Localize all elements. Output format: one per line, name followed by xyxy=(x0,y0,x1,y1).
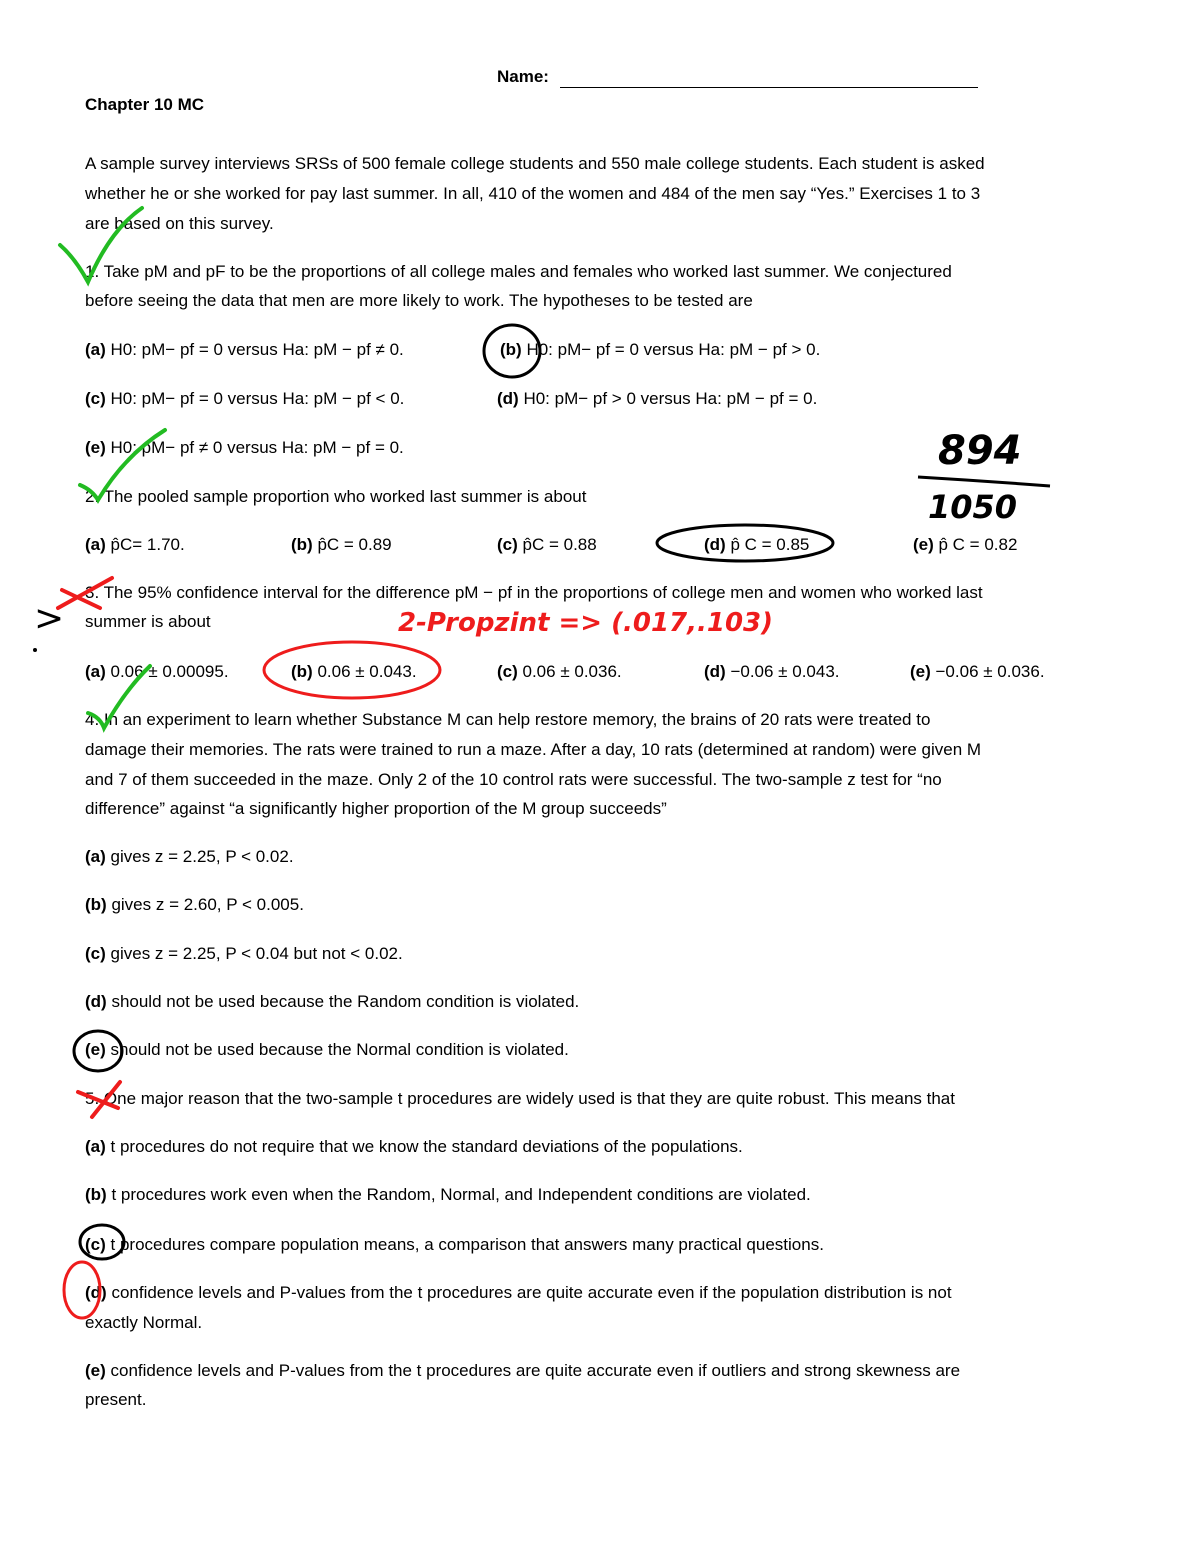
q3-option-e: (e) −0.06 ± 0.036. xyxy=(910,662,1045,681)
q1-option-e: (e) H0: pM− pf ≠ 0 versus Ha: pM − pf = 0. xyxy=(85,438,404,457)
q3-stem-line-1: 3. The 95% confidence interval for the difference pM − pf in the proportions of college men and women who worked last xyxy=(85,583,983,602)
chapter-title: Chapter 10 MC xyxy=(85,95,205,114)
name-blank-line xyxy=(560,87,978,88)
q4-option-d: (d) should not be used because the Random condition is violated. xyxy=(85,992,580,1011)
q1-option-a: (a) H0: pM− pf = 0 versus Ha: pM − pf ≠ 0. xyxy=(85,340,404,359)
q4-stem-line-1: 4. In an experiment to learn whether Substance M can help restore memory, the brains of 20 rats were treated to xyxy=(85,710,931,729)
q4-option-b: (b) gives z = 2.60, P < 0.005. xyxy=(85,895,304,914)
q2-stem: 2. The pooled sample proportion who worked last summer is about xyxy=(85,487,587,506)
q1-option-c: (c) H0: pM− pf = 0 versus Ha: pM − pf < 0. xyxy=(85,389,405,408)
q4-stem-line-4: difference” against “a significantly higher proportion of the M group succeeds” xyxy=(85,799,667,818)
intro-line-1: A sample survey interviews SRSs of 500 female college students and 550 male college students. Each student is asked xyxy=(85,154,985,173)
handwritten-numerator: 894 xyxy=(938,428,1022,474)
q5-stem: 5. One major reason that the two-sample t procedures are widely used is that they are quite robust. This means that xyxy=(85,1089,955,1108)
q4-option-a: (a) gives z = 2.25, P < 0.02. xyxy=(85,847,294,866)
q3-option-c: (c) 0.06 ± 0.036. xyxy=(497,662,622,681)
q2-option-c: (c) p̂C = 0.88 xyxy=(497,535,597,554)
fraction-bar-stroke xyxy=(918,477,1050,486)
q1-option-b: (b) H0: pM− pf = 0 versus Ha: pM − pf > 0. xyxy=(500,340,821,359)
intro-line-3: are based on this survey. xyxy=(85,214,274,233)
q2-option-a: (a) p̂C= 1.70. xyxy=(85,535,185,554)
q5-option-b: (b) t procedures work even when the Random, Normal, and Independent conditions are violated. xyxy=(85,1185,811,1204)
q4-stem-line-3: and 7 of them succeeded in the maze. Only 2 of the 10 control rats were successful. The two-sample z test for “no xyxy=(85,770,942,789)
q4-option-e: (e) should not be used because the Normal condition is violated. xyxy=(85,1040,569,1059)
handwritten-denominator: 1050 xyxy=(928,488,1018,526)
intro-line-2: whether he or she worked for pay last summer. In all, 410 of the women and 484 of the men say “Yes.” Exercises 1 to 3 xyxy=(85,184,981,203)
handwritten-arrow-mark: > xyxy=(34,598,65,639)
q1-stem-line-1: 1. Take pM and pF to be the proportions of all college males and females who worked last summer. We conjectured xyxy=(85,262,952,281)
q3-option-d: (d) −0.06 ± 0.043. xyxy=(704,662,840,681)
q5-option-d-continued: exactly Normal. xyxy=(85,1313,203,1332)
q5-option-c: (c) t procedures compare population means, a comparison that answers many practical questions. xyxy=(85,1235,824,1254)
q3-stem-line-2: summer is about xyxy=(85,612,211,631)
ink-dot xyxy=(33,648,37,652)
q2-option-d: (d) p̂ C = 0.85 xyxy=(704,535,810,554)
q1-stem-line-2: before seeing the data that men are more likely to work. The hypotheses to be tested are xyxy=(85,291,753,310)
q5-option-a: (a) t procedures do not require that we know the standard deviations of the populations. xyxy=(85,1137,743,1156)
name-label: Name: xyxy=(497,67,549,86)
q2-option-b: (b) p̂C = 0.89 xyxy=(291,535,392,554)
q1-option-d: (d) H0: pM− pf > 0 versus Ha: pM − pf = 0. xyxy=(497,389,818,408)
q5-option-e: (e) confidence levels and P-values from the t procedures are quite accurate even if outliers and strong skewness are xyxy=(85,1361,961,1380)
q4-option-c: (c) gives z = 2.25, P < 0.04 but not < 0.02. xyxy=(85,944,403,963)
q3-option-a: (a) 0.06 ± 0.00095. xyxy=(85,662,229,681)
q3-option-b: (b) 0.06 ± 0.043. xyxy=(291,662,417,681)
handwritten-propzint-note: 2-Propzint => (.017,.103) xyxy=(398,608,774,638)
q2-option-e: (e) p̂ C = 0.82 xyxy=(913,535,1018,554)
q5-option-d: (d) confidence levels and P-values from the t procedures are quite accurate even if the population distribution is not xyxy=(85,1283,952,1302)
q4-stem-line-2: damage their memories. The rats were trained to run a maze. After a day, 10 rats (determined at random) were given M xyxy=(85,740,982,759)
q5-option-e-continued: present. xyxy=(85,1390,147,1409)
